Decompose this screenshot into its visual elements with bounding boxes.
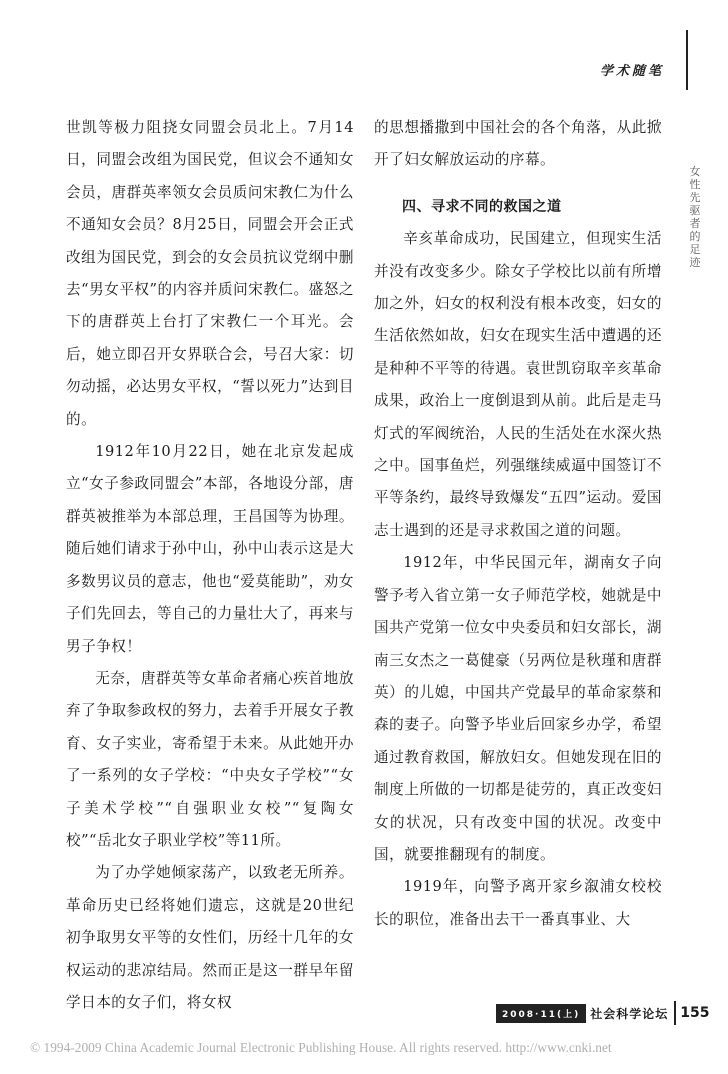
left-paragraph-2: 1912年10月22日，她在北京发起成立“女子参政同盟会”本部，各地设分部，唐群英被推举为本部总理，王昌国等为协理。随后她们请求于孙中山，孙中山表示这是大多数男议员的意志，他也“爱莫能助”，劝女子们先回去，等自己的力量壮大了，再来与男子争权！	[66, 443, 354, 655]
right-column	[374, 112, 662, 936]
right-paragraph-1: 辛亥革命成功，民国建立，但现实生活并没有改变多少。除女子学校比以前有所增加之外，妇女的权利没有根本改变，妇女的生活依然如故，妇女在现实生活中遭遇的还是种种不平等的待遇。袁世凯窃取辛亥革命成果，政治上一度倒退到从前。此后是走马灯式的军阀统治，人民的生活处在水深火热之中。国事鱼烂，列强继续威逼中国签订不平等条约，最终导致爆发“五四”运动。爱国志士遇到的还是寻求救国之道的问题。	[374, 230, 662, 539]
page-footer	[496, 1001, 709, 1025]
copyright-watermark: © 1994-2009 China Academic Journal Electronic Publishing House. All rights reserved. http://www.cnki.net	[30, 1040, 612, 1055]
section-tag: 学术随笔	[600, 64, 665, 79]
page-number: 155	[680, 1005, 710, 1021]
right-paragraph-2: 1912年，中华民国元年，湖南女子向警予考入省立第一女子师范学校，她就是中国共产党第一位女中央委员和妇女部长，湖南三女杰之一葛健豪（另两位是秋瑾和唐群英）的儿媳，中国共产党最早的革命家蔡和森的妻子。向警予毕业后回家乡办学，希望通过教育救国，解放妇女。但她发现在旧的制度上所做的一切都是徒劳的，真正改变妇女的状况，只有改变中国的状况。改变中国，就要推翻现有的制度。	[374, 554, 662, 863]
left-paragraph-1: 世凯等极力阻挠女同盟会员北上。7月14日，同盟会改组为国民党，但议会不通知女会员，唐群英率领女会员质问宋教仁为什么不通知女会员？8月25日，同盟会开会正式改组为国民党，到会的女会员抗议党纲中删去“男女平权”的内容并质问宋教仁。盛怒之下的唐群英上台打了宋教仁一个耳光。会后，她立即召开女界联合会，号召大家：切勿动摇，必达男女平权，“誓以死力”达到目的。	[66, 119, 354, 428]
side-running-title: 女性先驱者的足迹	[689, 165, 701, 269]
section-heading: 四、寻求不同的救国之道	[402, 198, 562, 215]
right-lead-paragraph: 的思想播撒到中国社会的各个角落，从此掀开了妇女解放运动的序幕。	[374, 119, 662, 169]
journal-name: 社会科学论坛	[590, 1006, 669, 1021]
left-paragraph-4: 为了办学她倾家荡产，以致老无所养。革命历史已经将她们遗忘，这就是20世纪初争取男女平等的女性们，历经十几年的女权运动的悲凉结局。然而正是这一群早年留学日本的女子们，将女权	[66, 864, 354, 1011]
left-paragraph-3: 无奈，唐群英等女革命者痛心疾首地放弃了争取参政权的努力，去着手开展女子教育、女子实业，寄希望于未来。从此她开办了一系列的女子学校：“中央女子学校”“女子美术学校”“自强职业女校”“复陶女校”“岳北女子职业学校”等11所。	[66, 669, 354, 849]
footer-divider	[674, 1001, 676, 1025]
header-vertical-rule	[686, 30, 688, 90]
issue-badge: 2008·11(上)	[496, 1004, 586, 1023]
right-paragraph-3: 1919年，向警予离开家乡溆浦女校校长的职位，准备出去干一番真事业、大	[374, 878, 662, 928]
left-column	[66, 112, 354, 1019]
